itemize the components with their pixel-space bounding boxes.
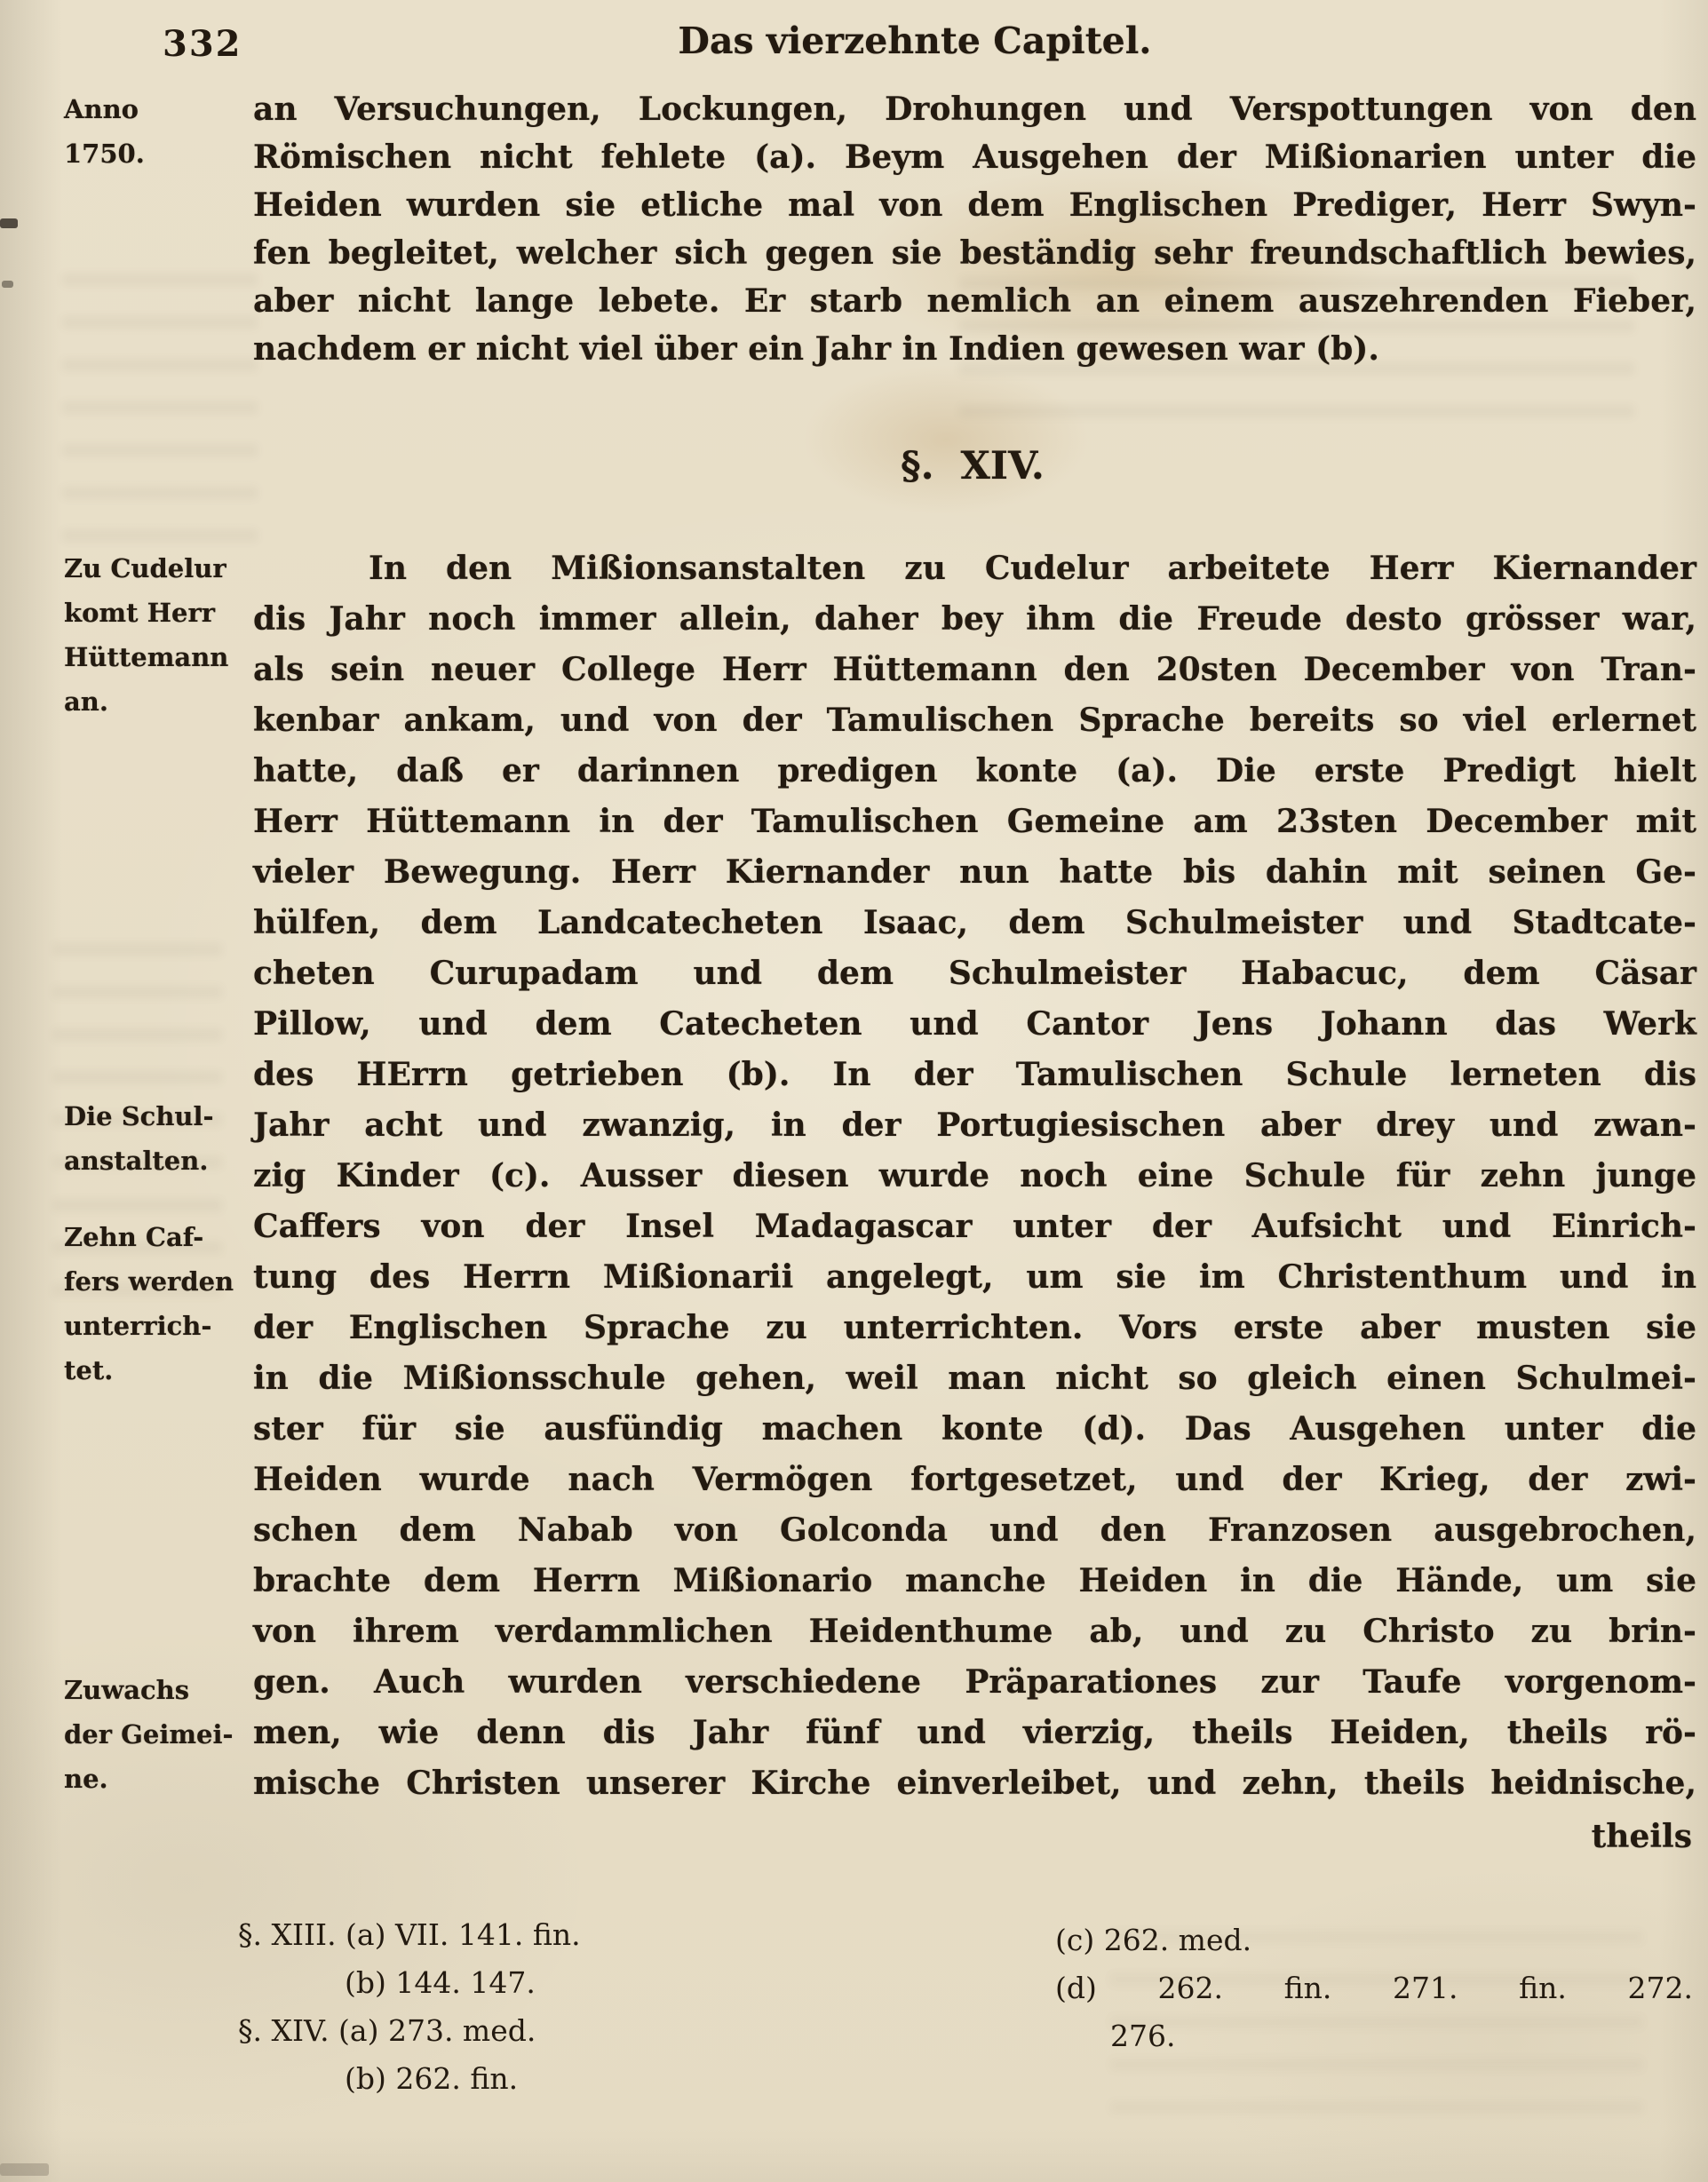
margin-note-schulanstalten [64, 1094, 250, 1183]
body-text-line: hatte, daß er darinnen predigen konte (a). Die erste Predigt hielt [253, 752, 1696, 789]
paragraph-2 [253, 544, 1696, 1809]
ink-speck [2, 281, 13, 288]
margin-note-huettemann [64, 546, 250, 724]
body-text-line: In den Mißionsanstalten zu Cudelur arbeitete Herr Kiernander [369, 550, 1696, 587]
margin-note-line: komt Herr [64, 598, 216, 628]
paragraph-1 [253, 85, 1696, 373]
margin-note-line: Anno [64, 94, 139, 124]
margin-note-line: Hüttemann [64, 642, 229, 672]
section-heading: §. XIV. [901, 444, 1045, 488]
body-text-line: brachte dem Herrn Mißionario manche Heiden in die Hände, um sie [253, 1562, 1696, 1599]
running-header: Das vierzehnte Capitel. [678, 20, 1152, 62]
body-text-line: hülfen, dem Landcatecheten Isaac, dem Schulmeister und Stadtcate- [253, 904, 1696, 941]
show-through-smudge [62, 258, 258, 542]
footnote-line: (c) 262. med. [1055, 1923, 1252, 1957]
footnote-line: §. XIV. (a) 273. med. [238, 2013, 536, 2048]
body-text-line: dis Jahr noch immer allein, daher bey ihm die Freude desto grösser war, [253, 600, 1696, 638]
body-text-line: ster für sie ausfündig machen konte (d). Das Ausgehen unter die [253, 1410, 1696, 1448]
body-text-line: vieler Bewegung. Herr Kiernander nun hatte bis dahin mit seinen Ge- [253, 853, 1696, 891]
margin-note-line: Zuwachs [64, 1675, 190, 1705]
body-text-line: aber nicht lange lebete. Er starb nemlich an einem auszehrenden Fieber, [253, 282, 1696, 320]
margin-note-line: fers werden [64, 1266, 234, 1297]
margin-note-anno-1750 [64, 87, 250, 176]
body-text-line: men, wie denn dis Jahr fünf und vierzig, theils Heiden, theils rö- [253, 1714, 1696, 1751]
margin-note-line: anstalten. [64, 1146, 209, 1176]
body-text-line: des HErrn getrieben (b). In der Tamulischen Schule lerneten dis [253, 1056, 1696, 1093]
body-text-line: mische Christen unserer Kirche einverleibet, und zehn, theils heidnische, [253, 1765, 1696, 1802]
page-number: 332 [163, 23, 242, 65]
body-text-line: als sein neuer College Herr Hüttemann den 20sten December von Tran- [253, 651, 1696, 688]
body-text-line: kenbar ankam, und von der Tamulischen Sprache bereits so viel erlernet [253, 702, 1696, 739]
catchword: theils [1591, 1818, 1692, 1855]
margin-note-line: ne. [64, 1764, 108, 1794]
ink-speck [0, 218, 18, 228]
footnote-line: 276. [1110, 2019, 1176, 2053]
margin-note-line: Die Schul- [64, 1101, 214, 1131]
body-text-line: tung des Herrn Mißionarii angelegt, um sie im Christenthum und in [253, 1258, 1696, 1296]
body-text-line: fen begleitet, welcher sich gegen sie beständig sehr freundschaftlich bewies, [253, 234, 1696, 272]
body-text-line: cheten Curupadam und dem Schulmeister Habacuc, dem Cäsar [253, 955, 1696, 992]
margin-note-line: der Geimei- [64, 1719, 234, 1750]
body-text-line: Herr Hüttemann in der Tamulischen Gemeine am 23sten December mit [253, 803, 1696, 840]
body-text-line: Heiden wurde nach Vermögen fortgesetzet, und der Krieg, der zwi- [253, 1461, 1696, 1498]
margin-note-line: Zehn Caf- [64, 1222, 204, 1252]
body-text-line: nachdem er nicht viel über ein Jahr in Indien gewesen war (b). [253, 330, 1379, 368]
footnote-line: (b) 262. fin. [345, 2061, 519, 2096]
margin-note-line: Zu Cudelur [64, 553, 226, 583]
body-text-line: Jahr acht und zwanzig, in der Portugiesischen aber drey und zwan- [253, 1107, 1696, 1144]
ink-speck [0, 2163, 49, 2176]
margin-note-zuwachs [64, 1668, 250, 1801]
body-text-line: Römischen nicht fehlete (a). Beym Ausgehen der Mißionarien unter die [253, 139, 1696, 176]
margin-note-line: 1750. [64, 139, 145, 169]
body-text-line: Caffers von der Insel Madagascar unter der Aufsicht und Einrich- [253, 1208, 1696, 1245]
margin-note-caffers [64, 1215, 250, 1393]
body-text-line: an Versuchungen, Lockungen, Drohungen und Verspottungen von den [253, 91, 1696, 128]
margin-note-line: unterrich- [64, 1311, 212, 1341]
body-text-line: von ihrem verdammlichen Heidenthume ab, und zu Christo zu brin- [253, 1613, 1696, 1650]
body-text-line: Pillow, und dem Catecheten und Cantor Jens Johann das Werk [253, 1005, 1696, 1043]
footnote-line: §. XIII. (a) VII. 141. fin. [238, 1917, 581, 1952]
body-text-line: in die Mißionsschule gehen, weil man nicht so gleich einen Schulmei- [253, 1360, 1696, 1397]
margin-note-line: tet. [64, 1355, 114, 1385]
body-text-line: gen. Auch wurden verschiedene Präparationes zur Taufe vorgenom- [253, 1663, 1696, 1701]
body-text-line: der Englischen Sprache zu unterrichten. Vors erste aber musten sie [253, 1309, 1696, 1346]
body-text-line: Heiden wurden sie etliche mal von dem Englischen Prediger, Herr Swyn- [253, 186, 1696, 224]
body-text-line: schen dem Nabab von Golconda und den Franzosen ausgebrochen, [253, 1512, 1696, 1549]
footnotes-right-column [1055, 1916, 1693, 2060]
footnote-line: (d) 262. fin. 271. fin. 272. [1055, 1971, 1693, 2005]
margin-note-line: an. [64, 686, 108, 717]
footnotes-left-column [238, 1911, 966, 2103]
body-text-line: zig Kinder (c). Ausser diesen wurde noch eine Schule für zehn junge [253, 1157, 1696, 1194]
footnote-line: (b) 144. 147. [345, 1965, 536, 2000]
